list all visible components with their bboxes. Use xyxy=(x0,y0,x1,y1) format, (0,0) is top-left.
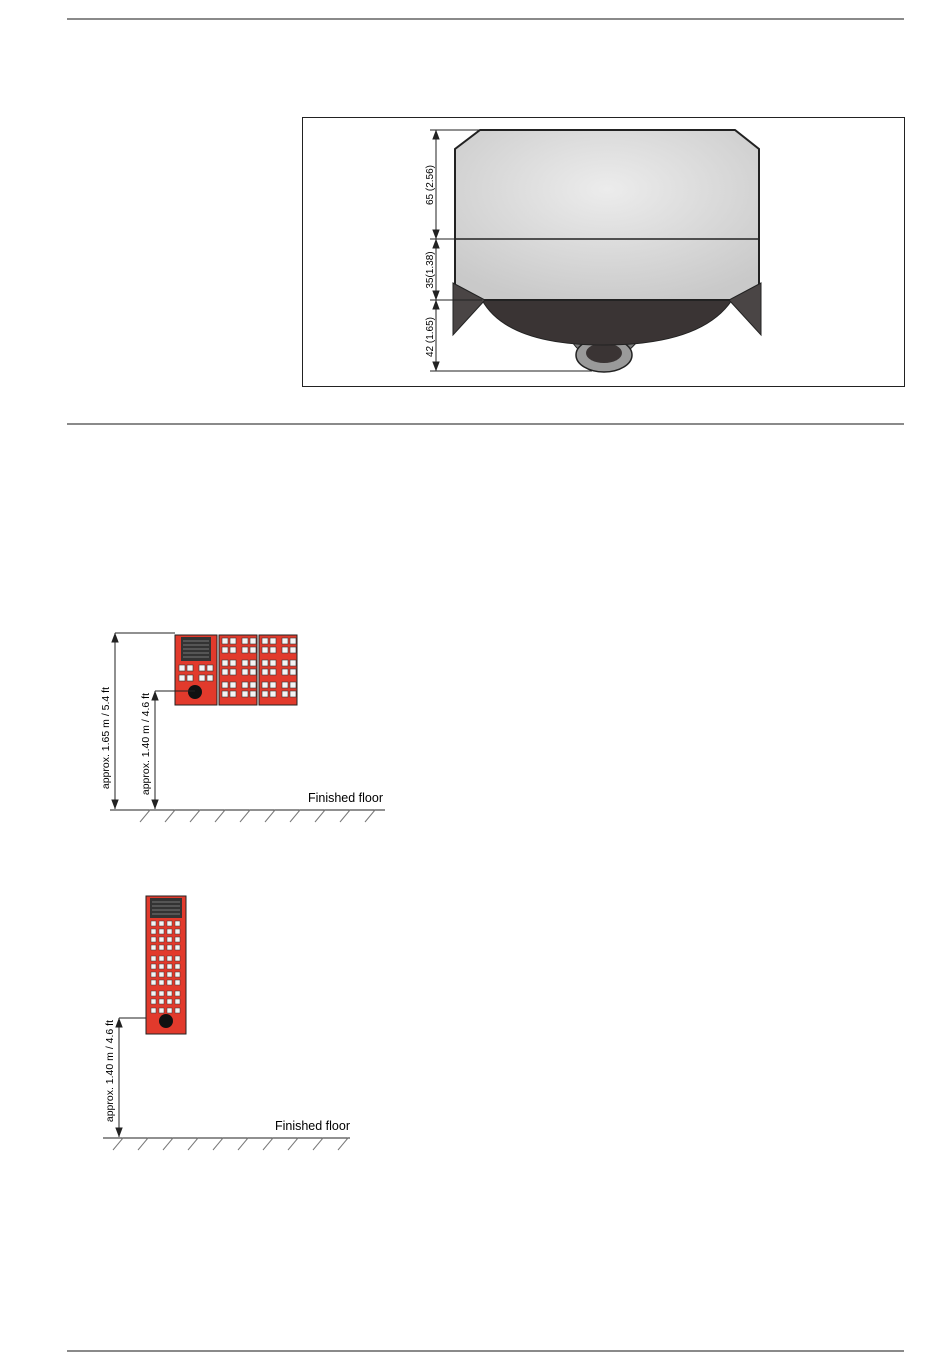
camera-dimension-figure xyxy=(302,117,906,389)
height-low-label: approx. 1.40 m / 4.6 ft xyxy=(140,693,152,796)
camera-housing xyxy=(455,130,759,300)
floor-label: Finished floor xyxy=(274,1119,350,1133)
module-row xyxy=(175,635,297,705)
dim-42-label: 42 (1.65) xyxy=(425,316,436,358)
top-rule xyxy=(67,18,904,20)
module-column xyxy=(146,896,186,1034)
middle-rule xyxy=(67,423,904,425)
dim-35-label: 35(1.38) xyxy=(425,251,436,289)
bottom-rule xyxy=(67,1350,904,1352)
height-high-label: approx. 1.65 m / 5.4 ft xyxy=(100,687,112,790)
horizontal-mounting-figure xyxy=(95,625,395,825)
vertical-mounting-figure xyxy=(95,893,365,1158)
dim-65-label: 65 (2.56) xyxy=(425,164,436,206)
height-low-label: approx. 1.40 m / 4.6 ft xyxy=(104,1020,116,1123)
floor-label: Finished floor xyxy=(307,791,383,805)
